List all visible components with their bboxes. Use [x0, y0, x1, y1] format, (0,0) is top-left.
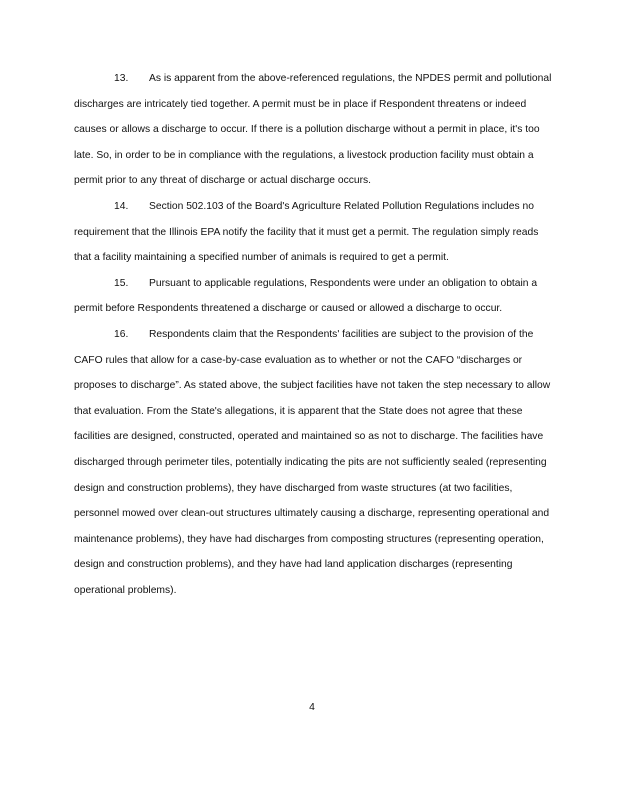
paragraph-16: [74, 322, 552, 604]
paragraph-15: [74, 271, 552, 322]
page-number: 4: [309, 702, 315, 713]
paragraph-text: As is apparent from the above-referenced regulations, the NPDES permit and pollutional discharges are intricately tied together. A permit must be in place if Respondent threatens or indeed causes or allows a discharge to occur. If there is a pollution discharge without a permit in place, it's too late. So, in order to be in compliance with the regulations, a livestock production facility must obtain a permit prior to any threat of discharge or actual discharge occurs.: [74, 73, 552, 187]
paragraph-text: Section 502.103 of the Board's Agriculture Related Pollution Regulations includes no requirement that the Illinois EPA notify the facility that it must get a permit. The regulation simply reads that a facility maintaining a specified number of animals is required to get a permit.: [74, 200, 539, 264]
paragraph-13: [74, 66, 552, 194]
paragraph-number: 14.: [114, 200, 129, 212]
paragraph-number: 15.: [114, 277, 129, 289]
paragraph-14: [74, 194, 552, 271]
paragraph-text: Respondents claim that the Respondents' facilities are subject to the provision of the CAFO rules that allow for a case-by-case evaluation as to whether or not the CAFO “discharges or proposes to discharge”. As stated above, the subject facilities have not taken the step necessary to allow that evaluation. From the State's allegations, it is apparent that the State does not agree that these facilities are designed, constructed, operated and maintained so as not to discharge. The facilities have discharged through perimeter tiles, potentially indicating the pits are not sufficiently sealed (representing design and construction problems), they have discharged from waste structures (at two facilities, personnel mowed over clean-out structures ultimately causing a discharge, representing operational and maintenance problems), they have had discharges from composting structures (representing operation, design and construction problems), and they have had land application discharges (representing operational problems).: [74, 328, 551, 596]
paragraph-number: 13.: [114, 73, 129, 84]
paragraph-text: Pursuant to applicable regulations, Respondents were under an obligation to obtain a permit before Respondents threatened a discharge or caused or allowed a discharge to occur.: [74, 277, 538, 315]
paragraph-number: 16.: [114, 328, 129, 340]
body-text: [74, 66, 552, 603]
